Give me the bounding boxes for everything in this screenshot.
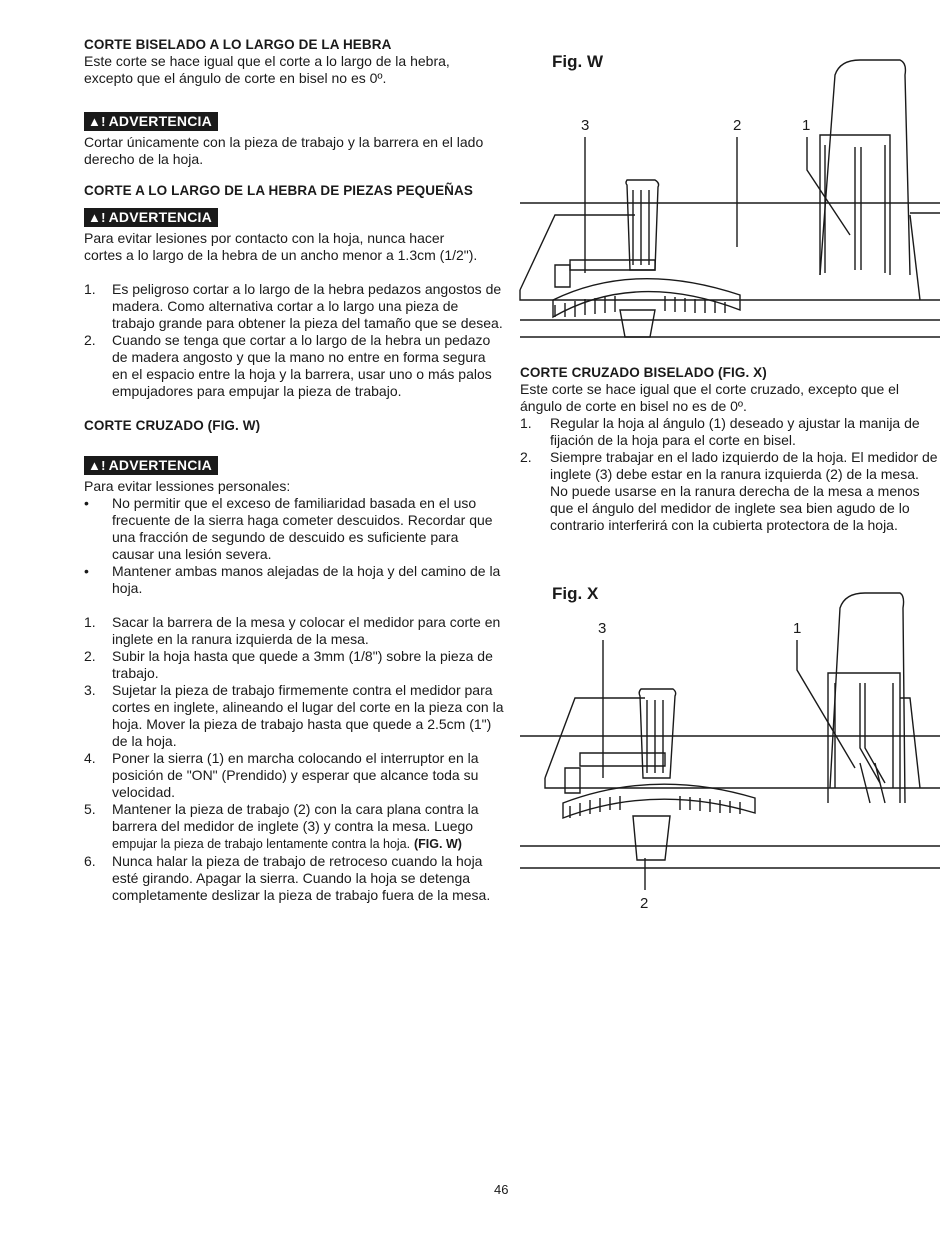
list-item: 4. Poner la sierra (1) en marcha colocando el interruptor en la posición de "ON" (Prendido) y esperar que alcance toda su velocidad. [84, 750, 479, 800]
section-body-bevel-rip: Este corte se hace igual que el corte a lo largo de la hebra, excepto que el ángulo de corte en bisel no es 0º. [84, 53, 450, 86]
section-title-bevel-crosscut: CORTE CRUZADO BISELADO (FIG. X) [520, 365, 767, 380]
list-item: 2. Cuando se tenga que cortar a lo largo de la hebra un pedazo de madera angosto y que la mano no entre en forma segura en el espacio entre la hoja y la barrera, usar uno o más palos empujadores para empujar la pieza de trabajo. [84, 332, 492, 399]
list-item: 1. Sacar la barrera de la mesa y colocar el medidor para corte en inglete en la ranura izquierda de la mesa. [84, 614, 501, 647]
warning-badge: ▲! ADVERTENCIA [84, 112, 218, 131]
list-item: 3. Sujetar la pieza de trabajo firmemente contra el medidor para cortes en inglete, alineando el lugar del corte en la pieza con la hoja. Mover la pieza de trabajo hasta que quede a 2.5cm (1") de la hoja. [84, 682, 504, 749]
list-item: 5. Mantener la pieza de trabajo (2) con la cara plana contra la barrera del medidor de inglete (3) y contra la mesa. Luego empujar la pieza de trabajo lentamente contra la hoja. (FIG. W) [84, 801, 479, 851]
fig-x-label-2: 2 [640, 895, 649, 912]
fig-w-label-2: 2 [733, 117, 742, 134]
section-title-bevel-rip: CORTE BISELADO A LO LARGO DE LA HEBRA [84, 37, 392, 52]
fig-x-label-1: 1 [793, 620, 802, 637]
list-item: 2. Siempre trabajar en el lado izquierdo de la hoja. El medidor de inglete (3) debe estar en la ranura izquierda (2) de la mesa. No puede usarse en la ranura derecha de la mesa a menos que el ángulo del medidor de inglete sea bien agudo de lo contrario interferirá con la cubierta protectora de la hoja. [520, 449, 938, 533]
list-item: 6. Nunca halar la pieza de trabajo de retroceso cuando la hoja esté girando. Apagar la sierra. Cuando la hoja se detenga completamente deslizar la pieza de trabajo fuera de la mesa. [84, 853, 491, 903]
warning-intro-3: Para evitar lessiones personales: [84, 478, 291, 494]
warning-triangle-icon: ▲! [88, 210, 106, 225]
fig-w-illustration [515, 55, 945, 345]
warning-triangle-icon: ▲! [88, 458, 106, 473]
section-body-bevel-crosscut: Este corte se hace igual que el corte cruzado, excepto que el ángulo de corte en bisel no es de 0º. [520, 381, 900, 414]
crosscut-steps-list [84, 614, 504, 904]
section-title-small-rip: CORTE A LO LARGO DE LA HEBRA DE PIEZAS PEQUEÑAS [84, 183, 473, 198]
fig-x-title: Fig. X [552, 584, 599, 603]
small-rip-list [84, 281, 504, 400]
list-item: • No permitir que el exceso de familiaridad basada en el uso frecuente de la sierra haga cometer descuidos. Recordar que una fracción de segundo de descuido es suficiente para causar una lesión severa. [84, 495, 493, 562]
fig-x-illustration [515, 588, 945, 913]
bevel-crosscut-list [520, 415, 940, 534]
left-column [84, 36, 504, 904]
list-item: 1. Es peligroso cortar a lo largo de la hebra pedazos angostos de madera. Como alternativa cortar a lo largo una pieza de trabajo grande para obtener la pieza del tamaño que se desea. [84, 281, 503, 331]
fig-w-label-1: 1 [802, 117, 811, 134]
fig-ref: (FIG. W) [414, 837, 462, 851]
warning-badge: ▲! ADVERTENCIA [84, 456, 218, 475]
fig-x-label-3: 3 [598, 620, 607, 637]
fig-w-label-3: 3 [581, 117, 590, 134]
list-item: 2. Subir la hoja hasta que quede a 3mm (1/8") sobre la pieza de trabajo. [84, 648, 493, 681]
list-item: • Mantener ambas manos alejadas de la hoja y del camino de la hoja. [84, 563, 501, 596]
warning-text-2: Para evitar lesiones por contacto con la hoja, nunca hacer cortes a lo largo de la hebra de un ancho menor a 1.3cm (1/2"). [84, 230, 478, 263]
section-title-crosscut: CORTE CRUZADO (FIG. W) [84, 418, 261, 433]
fig-w-title: Fig. W [552, 52, 603, 71]
warning-triangle-icon: ▲! [88, 114, 106, 129]
right-column-text [520, 364, 940, 534]
list-item: 1. Regular la hoja al ángulo (1) deseado y ajustar la manija de fijación de la hoja para el corte en bisel. [520, 415, 920, 448]
warning-badge: ▲! ADVERTENCIA [84, 208, 218, 227]
step-5-small-text: empujar la pieza de trabajo lentamente contra la hoja. [112, 837, 411, 851]
warning-bullets [84, 495, 504, 597]
page-number: 46 [494, 1182, 509, 1197]
warning-text-1: Cortar únicamente con la pieza de trabajo y la barrera en el lado derecho de la hoja. [84, 134, 484, 167]
